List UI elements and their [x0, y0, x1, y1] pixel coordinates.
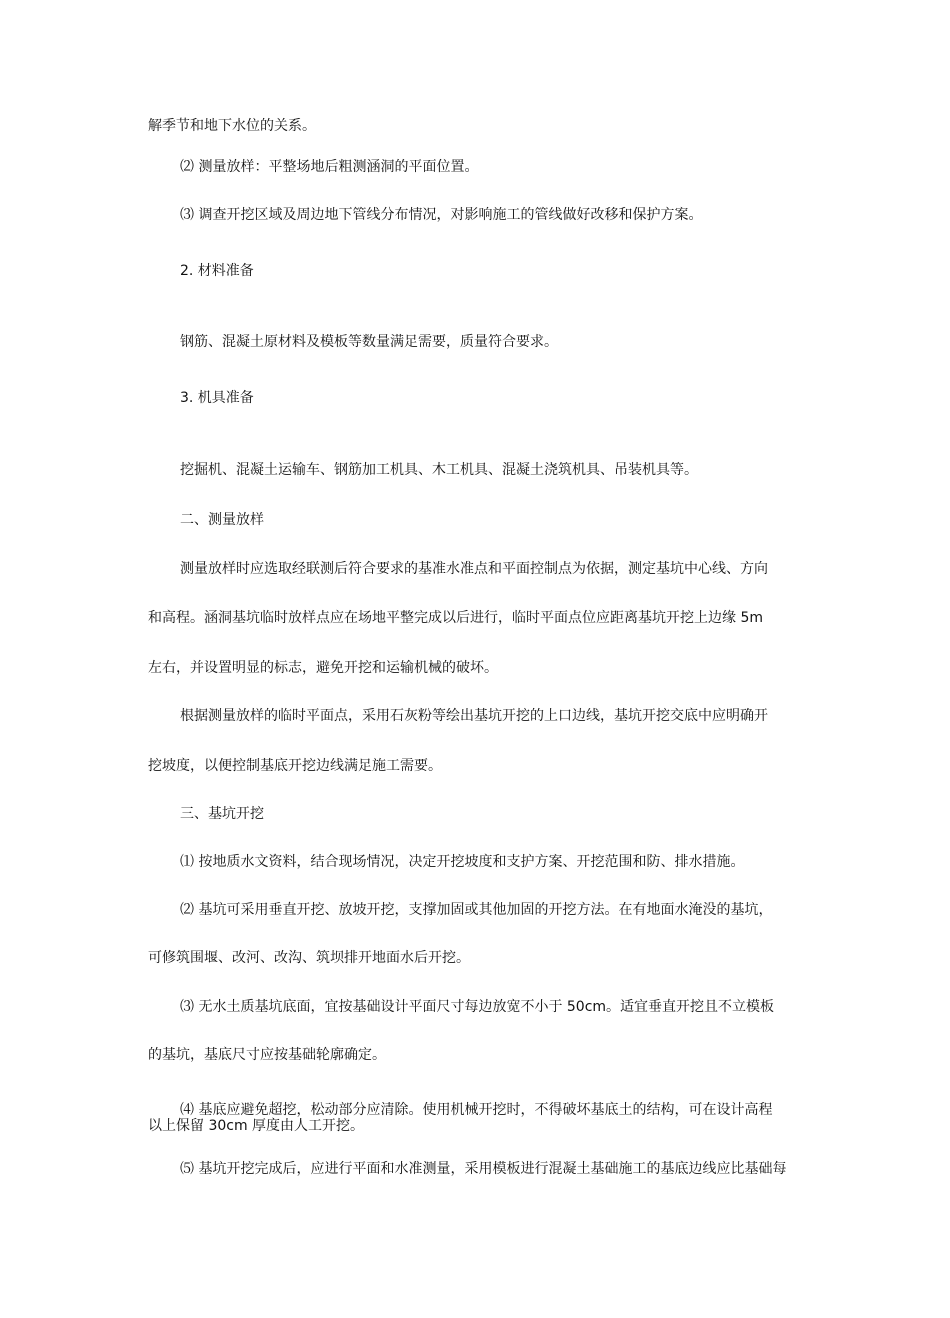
section-heading: 二、测量放样 [180, 512, 264, 528]
text-line: 挖掘机、混凝土运输车、钢筋加工机具、木工机具、混凝土浇筑机具、吊装机具等。 [180, 462, 698, 478]
text-line: ⑶ 无水土质基坑底面，宜按基础设计平面尺寸每边放宽不小于 50cm。适宜垂直开挖且不立模板 [180, 999, 775, 1015]
text-line: ⑵ 基坑可采用垂直开挖、放坡开挖，支撑加固或其他加固的开挖方法。在有地面水淹没的基坑， [180, 902, 773, 918]
text-line: 可修筑围堰、改河、改沟、筑坝排开地面水后开挖。 [148, 950, 470, 966]
text-line: 挖坡度，以便控制基底开挖边线满足施工需要。 [148, 758, 442, 774]
text-line: 解季节和地下水位的关系。 [148, 118, 316, 134]
text-line: 根据测量放样的临时平面点，采用石灰粉等绘出基坑开挖的上口边线，基坑开挖交底中应明确开 [180, 708, 768, 724]
section-heading: 3. 机具准备 [180, 390, 254, 406]
section-heading: 三、基坑开挖 [180, 806, 264, 822]
section-heading: 2. 材料准备 [180, 263, 254, 279]
text-line: 左右，并设置明显的标志，避免开挖和运输机械的破坏。 [148, 660, 498, 676]
text-line: ⑷ 基底应避免超挖，松动部分应清除。使用机械开挖时，不得破坏基底土的结构，可在设计高程 [180, 1102, 773, 1118]
text-line: 以上保留 30cm 厚度由人工开挖。 [148, 1118, 365, 1134]
text-line: ⑶ 调查开挖区域及周边地下管线分布情况，对影响施工的管线做好改移和保护方案。 [180, 207, 703, 223]
text-line: 测量放样时应选取经联测后符合要求的基准水准点和平面控制点为依据，测定基坑中心线、方向 [180, 561, 768, 577]
text-line: ⑵ 测量放样：平整场地后粗测涵洞的平面位置。 [180, 159, 479, 175]
text-line: ⑸ 基坑开挖完成后，应进行平面和水准测量，采用模板进行混凝土基础施工的基底边线应比基础每 [180, 1161, 787, 1177]
text-line: ⑴ 按地质水文资料，结合现场情况，决定开挖坡度和支护方案、开挖范围和防、排水措施。 [180, 854, 745, 870]
text-line: 和高程。涵洞基坑临时放样点应在场地平整完成以后进行，临时平面点位应距离基坑开挖上边缘 5m [148, 610, 763, 626]
text-line: 钢筋、混凝土原材料及模板等数量满足需要，质量符合要求。 [180, 334, 558, 350]
text-line: 的基坑，基底尺寸应按基础轮廓确定。 [148, 1047, 386, 1063]
